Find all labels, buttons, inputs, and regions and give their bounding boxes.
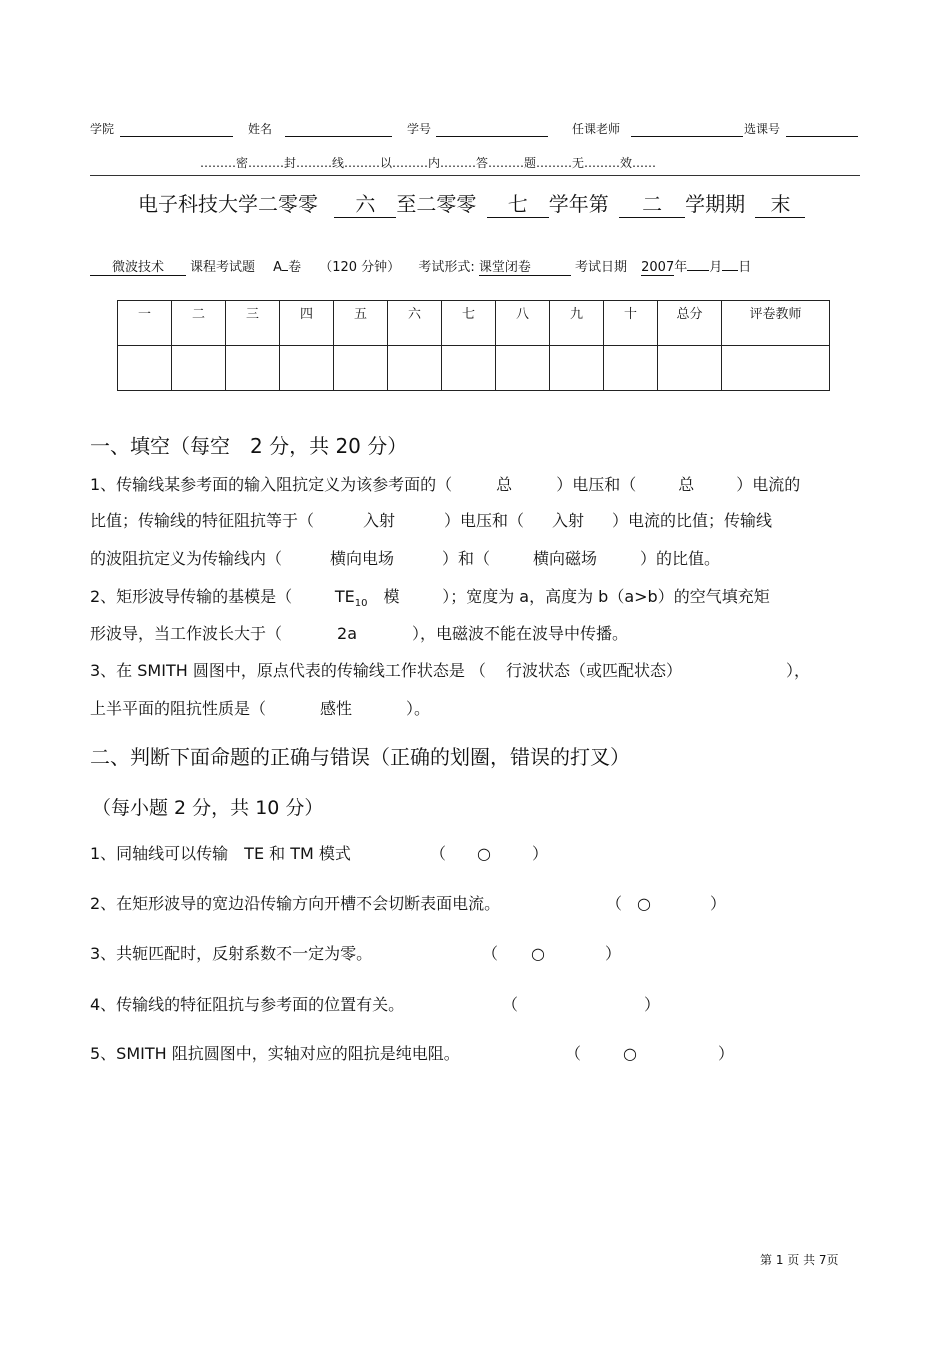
q2-line1: [90, 588, 770, 613]
student-id-field[interactable]: [436, 122, 548, 137]
q1-text: ）和（: [442, 549, 491, 568]
score-header-cell: 九: [550, 301, 604, 346]
judgement-close-paren: ）: [710, 894, 727, 913]
exam-title-period: 末: [755, 188, 805, 218]
judgement-item: [90, 845, 351, 863]
judgement-close-paren: ）: [718, 1044, 735, 1063]
q1-answer6: 横向磁场: [533, 549, 598, 568]
judgement-item: [90, 895, 500, 913]
exam-year: 2007: [641, 260, 675, 275]
exam-title-term: 二: [619, 188, 685, 218]
q2-line2: [90, 625, 628, 643]
q1-answer3: 入射: [363, 511, 396, 530]
score-header-cell: 七: [442, 301, 496, 346]
score-table-header-row: [118, 301, 830, 346]
q3-text: ），: [785, 661, 810, 680]
exam-info-label1: 课程考试题: [190, 260, 256, 275]
student-id-label: 学号: [407, 122, 432, 136]
page-number: 第 1 页 共 7页: [760, 1253, 839, 1267]
exam-title-part3: 学年第: [548, 192, 609, 216]
year-unit: 年: [674, 260, 688, 275]
judgement-text: 2、在矩形波导的宽边沿传输方向开槽不会切断表面电流。: [90, 894, 501, 913]
q3-line2: [90, 700, 430, 718]
judgement-close-paren: ）: [644, 995, 661, 1014]
score-cell[interactable]: [172, 346, 226, 391]
college-label: 学院: [90, 122, 115, 136]
score-cell[interactable]: [226, 346, 280, 391]
q2-answer1-sub: 10: [354, 598, 368, 610]
course-no-label: 选课号: [744, 122, 781, 136]
seal-line-text: ………密………封………线………以………内………答………题………无………效……: [200, 156, 657, 170]
q1-answer4: 入射: [552, 511, 585, 530]
q3-answer2: 感性: [320, 699, 353, 718]
q2-answer2: 2a: [337, 624, 357, 643]
score-cell[interactable]: [722, 346, 830, 391]
judgement-item: [90, 945, 372, 963]
judgement-text: 4、传输线的特征阻抗与参考面的位置有关。: [90, 995, 405, 1014]
judgement-mark-circle[interactable]: ○: [531, 944, 545, 963]
q2-answer1-main: TE: [334, 587, 355, 606]
teacher-label: 任课老师: [572, 122, 621, 136]
q1-line1: [90, 476, 800, 494]
score-header-cell: 一: [118, 301, 172, 346]
judgement-mark-circle[interactable]: ○: [637, 894, 651, 913]
score-cell[interactable]: [604, 346, 658, 391]
name-label: 姓名: [248, 122, 273, 136]
q1-text: ）的比值。: [640, 549, 721, 568]
score-header-cell: 十: [604, 301, 658, 346]
judgement-open-paren: （: [430, 844, 447, 863]
judgement-text: 5、SMITH 阻抗圆图中，实轴对应的阻抗是纯电阻。: [90, 1044, 460, 1063]
q2-text: ），电磁波不能在波导中传播。: [412, 624, 629, 643]
exam-title-part1: 电子科技大学二零零: [138, 192, 318, 216]
duration: （120 分钟）: [319, 260, 401, 275]
course-name: 微波技术: [90, 256, 186, 276]
q1-line3: [90, 550, 720, 568]
q2-text: ）；宽度为 a，高度为 b（a>b）的空气填充矩: [442, 587, 770, 606]
q2-text: 形波导，当工作波长大于（: [90, 624, 283, 643]
q2-answer1: [292, 588, 442, 613]
q3-text: 上半平面的阻抗性质是（: [90, 699, 267, 718]
judgement-mark-circle[interactable]: ○: [477, 844, 491, 863]
q1-answer2: 总: [678, 475, 695, 494]
judgement-close-paren: ）: [532, 844, 549, 863]
judgement-open-paren: （: [502, 995, 519, 1014]
score-header-cell: 二: [172, 301, 226, 346]
date-label: 考试日期: [574, 260, 627, 275]
q3-line1: [90, 662, 810, 680]
judgement-open-paren: （: [606, 894, 623, 913]
q2-text: 2、矩形波导传输的基模是（: [90, 587, 293, 606]
form-label: 考试形式:: [418, 260, 475, 275]
score-cell[interactable]: [496, 346, 550, 391]
score-cell[interactable]: [280, 346, 334, 391]
section2-subtitle: （每小题 2 分，共 10 分）: [92, 797, 324, 819]
judgement-mark-circle[interactable]: ○: [623, 1044, 637, 1063]
exam-info: [90, 256, 751, 276]
month-unit: 月: [709, 260, 723, 275]
judgement-text: 1、同轴线可以传输 TE 和 TM 模式: [90, 844, 351, 863]
section2-title: 二、判断下面命题的正确与错误（正确的划圈，错误的打叉）: [90, 745, 630, 769]
exam-title: [138, 188, 805, 218]
q1-text: 1、传输线某参考面的输入阻抗定义为该参考面的（: [90, 475, 453, 494]
q3-answer1: 行波状态（或匹配状态）: [505, 661, 682, 680]
judgement-close-paren: ）: [605, 944, 622, 963]
q2-answer1-suffix: 模: [383, 587, 400, 606]
name-field[interactable]: [285, 122, 392, 137]
exam-title-part2: 至二零零: [396, 192, 477, 216]
q1-text: ）电流的: [736, 475, 801, 494]
q1-text: 比值；传输线的特征阻抗等于（: [90, 511, 315, 530]
exam-title-year2: 七: [487, 188, 549, 218]
q1-answer5: 横向电场: [330, 549, 395, 568]
q3-text: 3、在 SMITH 圆图中，原点代表的传输线工作状态是 （: [90, 661, 486, 680]
teacher-field[interactable]: [631, 122, 743, 137]
score-header-cell: 六: [388, 301, 442, 346]
score-cell[interactable]: [334, 346, 388, 391]
q3-text: ）。: [406, 699, 431, 718]
score-table: [117, 300, 830, 391]
score-cell[interactable]: [550, 346, 604, 391]
seal-divider: [90, 175, 860, 176]
q1-text: 的波阻抗定义为传输线内（: [90, 549, 283, 568]
score-table-value-row: [118, 346, 830, 391]
score-header-cell: 评卷教师: [722, 301, 830, 346]
score-header-cell: 五: [334, 301, 388, 346]
exam-title-year1: 六: [334, 188, 396, 218]
score-header-cell: 八: [496, 301, 550, 346]
course-no-field[interactable]: [786, 122, 858, 137]
score-cell[interactable]: [658, 346, 722, 391]
score-cell[interactable]: [118, 346, 172, 391]
exam-info-label2: 卷: [288, 260, 302, 275]
college-field[interactable]: [120, 122, 233, 137]
judgement-open-paren: （: [482, 944, 499, 963]
q1-text: ）电流的比值；传输线: [612, 511, 773, 530]
judgement-text: 3、共轭匹配时，反射系数不一定为零。: [90, 944, 373, 963]
section1-title: 一、填空（每空 2 分，共 20 分）: [90, 434, 408, 458]
score-cell[interactable]: [442, 346, 496, 391]
day-unit: 日: [738, 260, 752, 275]
exam-day-blank[interactable]: [722, 270, 738, 271]
judgement-item: [90, 996, 404, 1014]
score-header-cell: 四: [280, 301, 334, 346]
q1-text: ）电压和（: [556, 475, 637, 494]
exam-form: 课堂闭卷: [479, 256, 571, 276]
score-header-cell: 总分: [658, 301, 722, 346]
exam-title-part4: 学期期: [685, 192, 746, 216]
score-cell[interactable]: [388, 346, 442, 391]
score-header-cell: 三: [226, 301, 280, 346]
exam-month-blank[interactable]: [687, 270, 709, 271]
judgement-open-paren: （: [565, 1044, 582, 1063]
paper-type: A: [273, 260, 283, 275]
q1-line2: [90, 512, 772, 530]
q1-answer1: 总: [496, 475, 513, 494]
q1-text: ）电压和（: [444, 511, 525, 530]
judgement-item: [90, 1045, 460, 1063]
